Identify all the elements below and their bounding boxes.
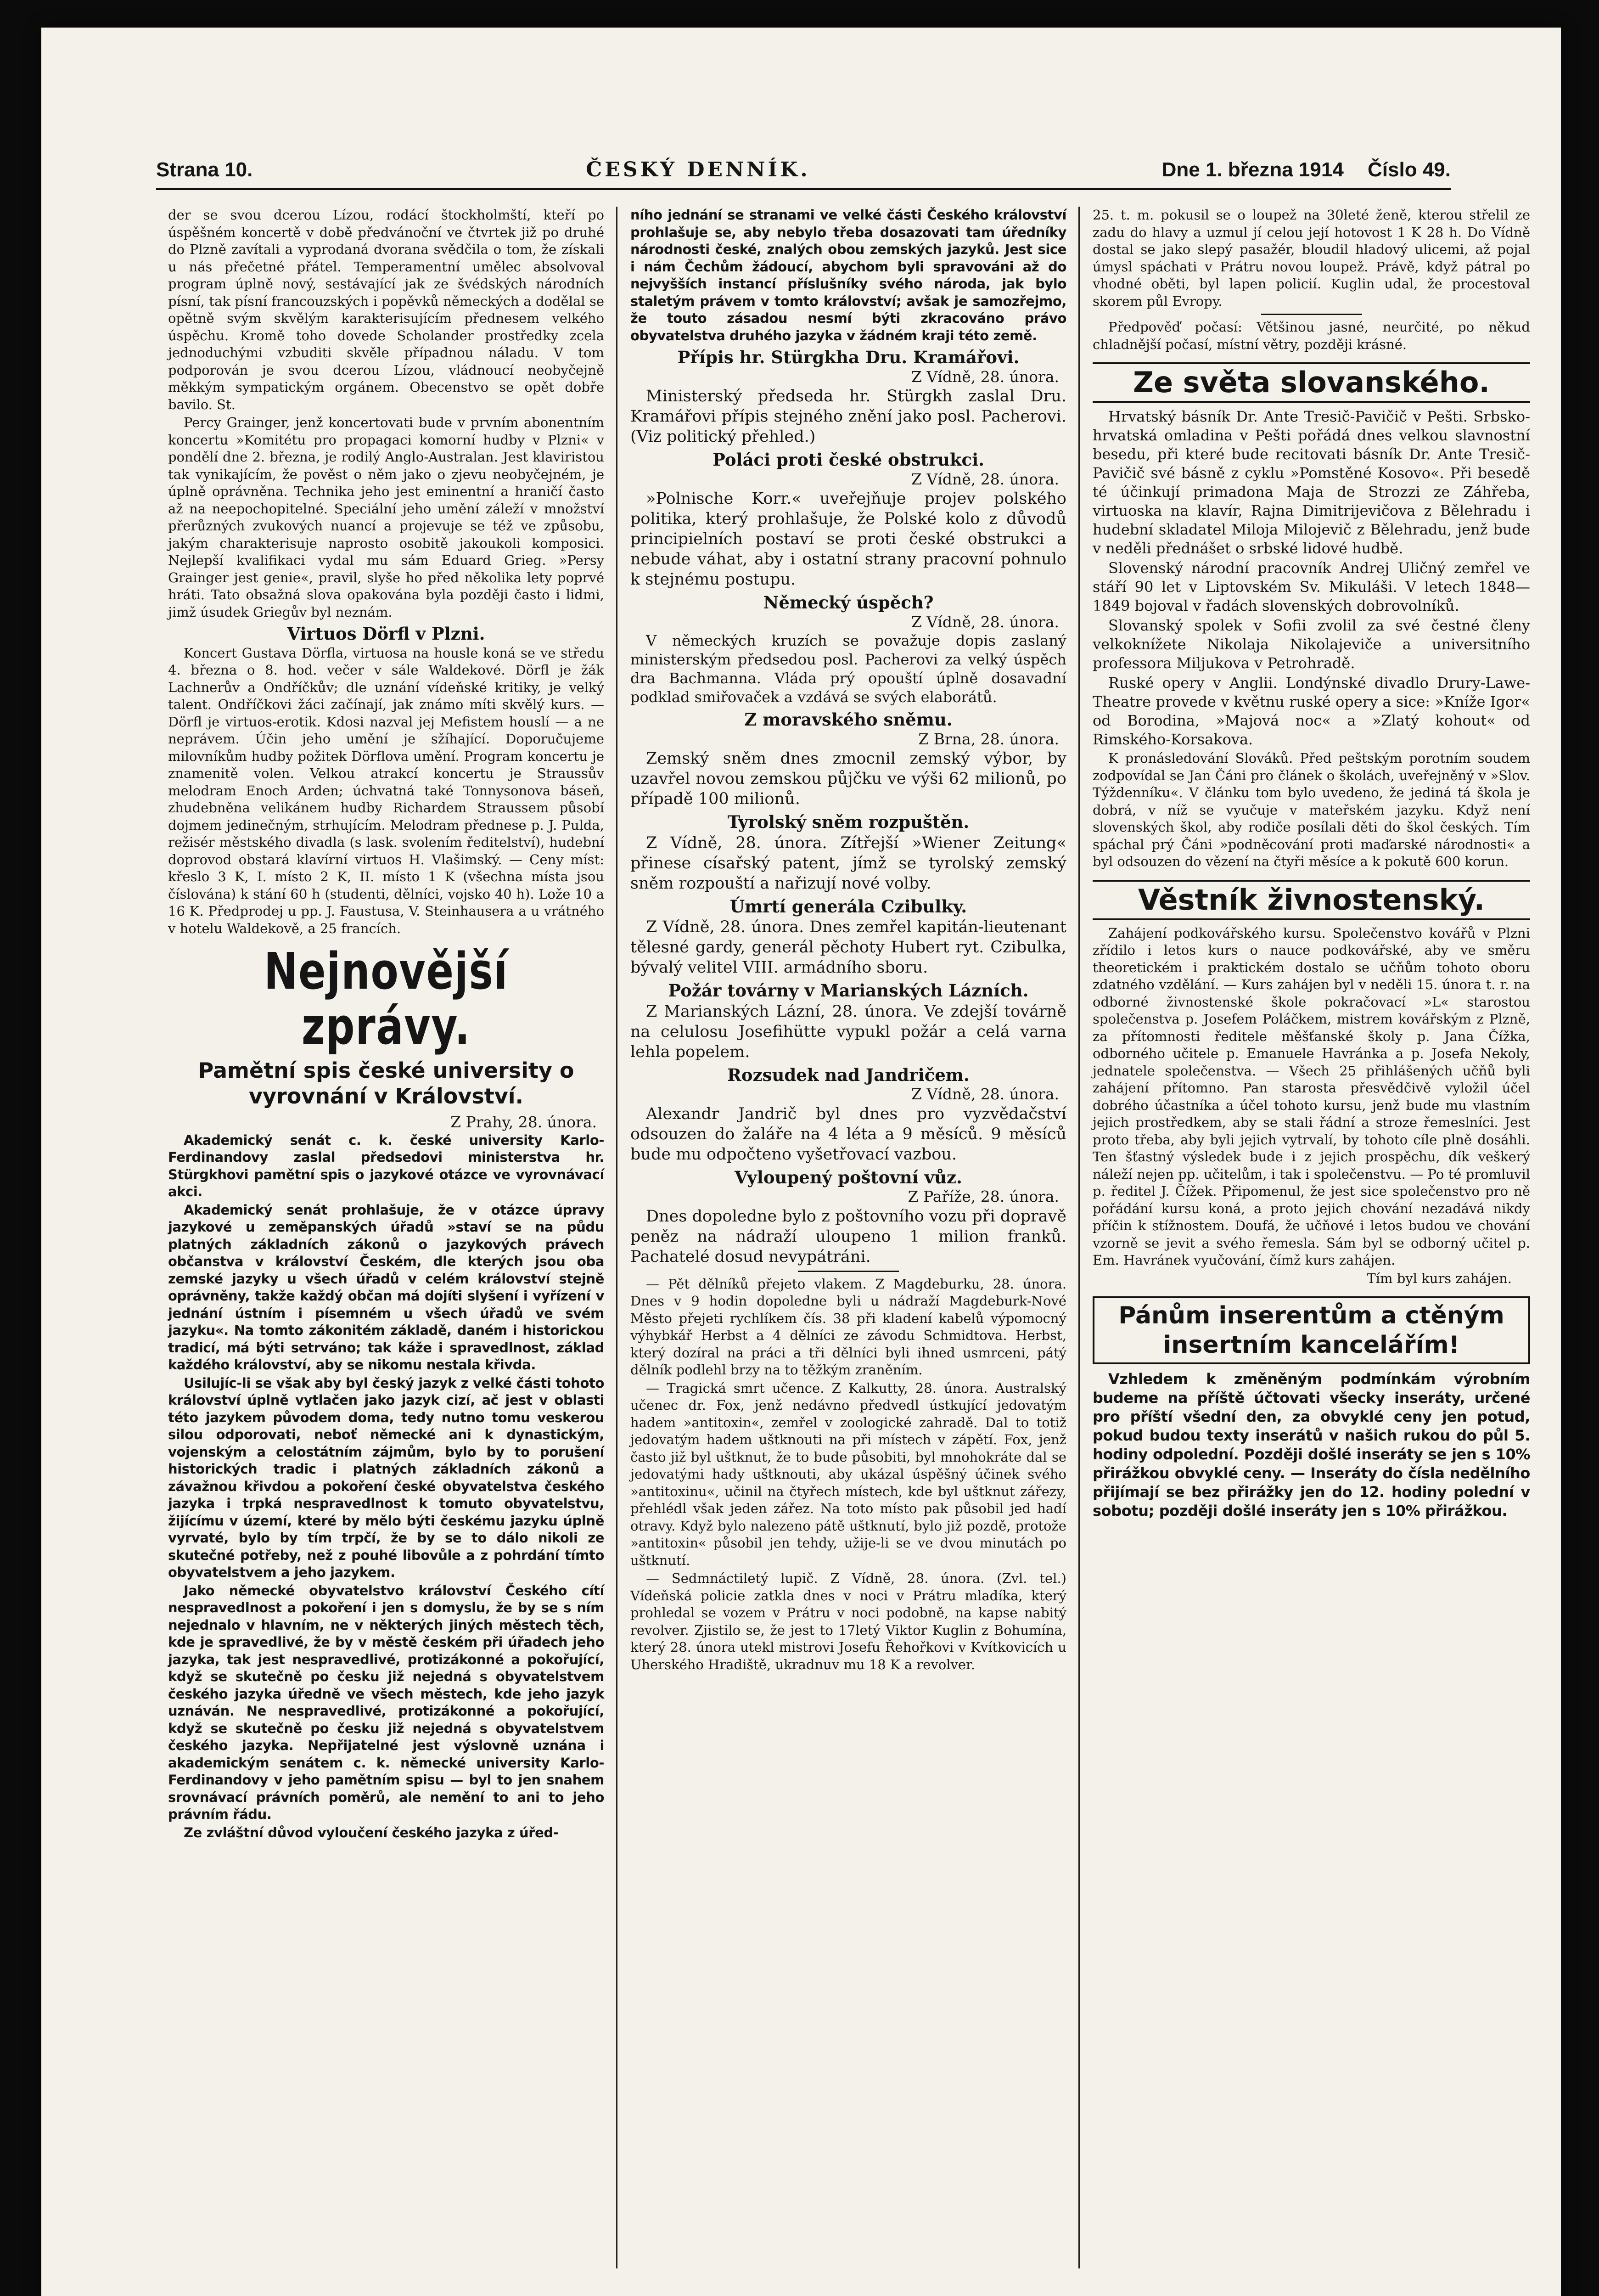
item-text: Z Vídně, 28. února. Dnes zemřel kapitán-lieutenant tělesné gardy, generál pěchoty Hubert ryt. Czibulka, bývalý velitel VIII. armádního sboru. bbox=[630, 918, 1066, 977]
dateline: Z Prahy, 28. února. bbox=[450, 1113, 597, 1131]
slavic-news: Ruské opery v Anglii. Londýnské divadlo Drury-Lawe-Theatre provede v květnu ruské opery a sice: »Kníže Igor« od Borodina, »Majová noc« a »Zlatý kohout« od Rimského-Korsakova. bbox=[1093, 674, 1530, 748]
divider bbox=[798, 1271, 899, 1272]
item-text: V německých kruzích se považuje dopis zaslaný ministerským předsedou posl. Pacherovi za velký úspěch dra Bachmanna. Vláda prý opouští úplně dosavadní podklad smiřovaček a vzdává se svých elaborátů. bbox=[630, 632, 1066, 706]
sub-heading: Pamětní spis české university o vyrovnání v Království. bbox=[198, 1058, 574, 1109]
dateline: Z Paříže, 28. února. bbox=[908, 1187, 1059, 1205]
short-news: — Tragická smrt učence. Z Kalkutty, 28. února. Australský učenec dr. Fox, jenž nedávno předvedl ústkující jedovatým hadem »antitoxin«, zemřel v zoologické zahradě. Dal to totiž jedovatým hadem uštknouti na při místech v zápětí. Fox, jenž často již byl uštknut, že to bude působiti, byl mnohokráte dal se jedovatými hady uštknouti, aby ukázal úspěšný účinek svého »antitoxinu«, učinil na čtyřech místech, kde byl uštknut zářezy, přehlédl však jeden zářez. Na toto místo pak působil jed hadí otravy. Když bylo nalezeno pátě uštknutí, bylo již pozdě, protože »antitoxin« působil jen tehdy, užije-li se ve dvou minutách po uštknutí. bbox=[630, 1380, 1066, 1568]
slavic-news: Hrvatský básník Dr. Ante Tresič-Pavičič v Pešti. Srbsko-hrvatská omladina v Pešti pořádá dnes velkou slavnostní besedu, při které bude recitovati básník Dr. Ante Tresič-Pavičič své básně z cyklu »Pomstěné Kosovo«. Při besedě té účinkují primadona Maja de Strozzi ze Záhřeba, virtuoska na klavír, Rajna Dimitrijevičova z Bělehradu i hudební skladatel Miloja Milojevič z Bělehradu, jenž bude v neděli přednášet o srbské lidové hudbě. bbox=[1093, 408, 1530, 557]
item-text: Dnes dopoledne bylo z poštovního vozu při dopravě peněz na nádraží uloupeno 1 milion franků. Pachatelé dosud nevypátráni. bbox=[630, 1207, 1066, 1266]
news-paragraph: Akademický senát prohlašuje, že v otázce úpravy jazykové u zeměpanských úřadů »staví se na půdu platných základních zákonů o jazykových právech občanstva v království Českém, dle kterých jsou oba zemské jazyky u všech úřadů v celém království stejně oprávněny, takže každý občan má dojíti slyšení i vyřízení v jednání ústním i písemném u všech úřadů ve svém jazyku«. Na tomto zákonitém základě, daném i historickou tradicí, má býti setrváno; tak káže i spravedlnost, základ každého království, aby se nikomu nestala křivda. bbox=[168, 1202, 604, 1373]
news-paragraph: Ze zvláštní důvod vyloučení českého jazyka z úřed- bbox=[184, 1824, 559, 1840]
short-news: — Pět dělníků přejeto vlakem. Z Magdeburku, 28. února. Dnes v 9 hodin dopoledne byli u nádraží Magdeburk-Nové Město přejeti rychlíkem čís. 38 při kladení kabelů výpomocný výhybkář Herbst a 4 dělníci ze závodu Schmidtova. Herbst, který dozíral na práci a tři dělníci byli ihned usmrceni, pátý dělník podlehl brzy na to těžkým zraněním. bbox=[630, 1276, 1066, 1378]
advert-text: Vzhledem k změněným podmínkám výrobním budeme na příště účtovati všecky inseráty, určené pro příští všední den, za obvyklé ceny jen potud, pokud budou texty inserátů v našich rukou do půl 5. hodiny odpolední. Později došlé inseráty se jen s 10% přirážkou obvyklé ceny. — Inseráty do čísla nedělního přijímají se bez přirážky jen do 12. hodiny polední v sobotu; později došlé inseráty jen s 10% přirážkou. bbox=[1093, 1370, 1530, 1519]
item-text: Alexandr Jandrič byl dnes pro vyzvědačství odsouzen do žaláře na 4 léta a 9 měsíců. 9 měsíců bude mu odpočteno vyšetřovací vazbou. bbox=[630, 1104, 1066, 1164]
issue-date: Dne 1. března 1914 bbox=[1161, 158, 1344, 181]
news-paragraph: Akademický senát c. k. české university Karlo-Ferdinandovy zaslal předsedovi ministerstva hr. Stürgkhovi pamětní spis o jazykové otázce ve vyrovnávací akci. bbox=[168, 1132, 604, 1199]
item-heading: Tyrolský sněm rozpuštěn. bbox=[727, 812, 970, 832]
item-text: Z Marianských Lázní, 28. února. Ve zdejší továrně na celulosu Josefihütte vypukl požár a celá varna lehla popelem. bbox=[630, 1002, 1066, 1061]
news-paragraph: Usilujíc-li se však aby byl český jazyk z velké části tohoto království úplně vytlačen jako jazyk cizí, ač jest v oblasti této jazykem původem doma, tedy nutno tomu veskerou silou odporovati, neboť německé ani k dynastickým, vojenským a celostátním zájmům, bylo by to porušení historických tradic i platných základních zákonů a závažnou křivdou a pokoření české obyvatelstva českého jazyka i trpká nespravedlnost k tomuto obyvatelstvu, žijícímu v území, které by mělo býti českému jazyku úplně vyrvaté, bylo by tím trpčí, že by se to dálo nikoli ze skutečné potřeby, než z pouhé libovůle a z pohrdání tímto obyvatelstvem a jeho jazykem. bbox=[168, 1375, 604, 1580]
header-right bbox=[1144, 158, 1451, 181]
column-2 bbox=[618, 207, 1080, 2268]
columns bbox=[156, 207, 1543, 2268]
item-heading: Úmrtí generála Czibulky. bbox=[729, 896, 967, 917]
column-1 bbox=[156, 207, 617, 2268]
newspaper-page bbox=[41, 28, 1561, 2296]
item-heading: Poláci proti české obstrukci. bbox=[713, 450, 984, 470]
item-heading: Německý úspěch? bbox=[763, 592, 934, 613]
dateline: Z Brna, 28. února. bbox=[918, 730, 1059, 748]
divider bbox=[1261, 314, 1362, 315]
column-3 bbox=[1081, 207, 1542, 2268]
slavic-news: Slovenský národní pracovník Andrej Uličný zemřel ve stáří 90 let v Liptovském Sv. Mikuláši. V letech 1848—1849 bojoval v řadách slovenských dobrovolníků. bbox=[1093, 559, 1530, 614]
dateline: Z Vídně, 28. února. bbox=[911, 613, 1059, 631]
item-text: »Polnische Korr.« uveřejňuje projev polského politika, který prohlašuje, že Polské kolo z důvodů principielních postaví se proti české obstrukci a nebude váhat, aby i ostatní strany pracovní pohnulo k stejnému postupu. bbox=[630, 490, 1066, 589]
header-rule bbox=[156, 188, 1451, 190]
item-text: Ministerský předseda hr. Stürgkh zaslal Dru. Kramářovi přípis stejného znění jako posl. Pacherovi. (Viz politický přehled.) bbox=[630, 387, 1066, 446]
newspaper-title: ČESKÝ DENNÍK. bbox=[586, 158, 810, 181]
article-paragraph: Koncert Gustava Dörfla, virtuosa na housle koná se ve středu 4. března o 8. hod. večer v sále Waldekové. Dörfl je žák Lachnerův a Ondříčkův; dle uznání vídeňské kritiky, je velký talent. Ondříčkovi žáci začínají, jak známo míti skvělý kurs. — Dörfl je virtuos-erotik. Kdosi nazval jej Mefistem houslí — a ne neprávem. Účin jeho umění je sžíhající. Doporučujeme milovníkům hudby požitek Dörflova umění. Program koncertu je znamenitě volen. Velkou atrakcí koncertu je Straussův melodram Enoch Arden; úchvatná také Tonnysonova báseň, zhudebněna velikánem hudby Richardem Straussem působí dojmem jedinečným, strhujícím. Melodram přednese p. J. Pulda, režisér městského divadla (s lask. svolením ředitelství), hudební doprovod obstará klavírní virtuos H. Vlašimský. — Ceny míst: křeslo 3 K, I. místo 2 K, II. místo 1 K (všechna místa jsou číslována) k stání 60 h (studenti, dělníci, vojsko 40 h). Lože 10 a 16 K. Předprodej u pp. J. Faustusa, V. Steinhausera a u vrátného v hotelu Waldekově, a 25 francích. bbox=[168, 645, 604, 936]
section-heading-trade: Věstník živnostenský. bbox=[1093, 880, 1530, 920]
dateline: Z Vídně, 28. února. bbox=[911, 367, 1059, 386]
page-number: Strana 10. bbox=[156, 158, 253, 181]
slavic-news: K pronásledování Slováků. Před peštským porotním soudem zodpovídal se Jan Čáni pro článek o školách, uveřejněný v »Slov. Týždenníku«. V článku tom bylo uvedeno, že jediná tá škola je dobrá, v níž se vyučuje v mateřském jazyku. Když není slovenských škol, aby rodiče posílali děti do škol českých. Tím spáchal prý Čáni »podněcování proti maďarské národnosti« a byl odsouzen do vězení na čtyři měsíce a k pokutě 600 korun. bbox=[1093, 750, 1530, 869]
item-heading: Požár továrny v Marianských Lázních. bbox=[668, 980, 1029, 1001]
item-text: Zemský sněm dnes zmocnil zemský výbor, by uzavřel novou zemskou půjčku ve výši 62 milionů, po případě 100 milionů. bbox=[630, 749, 1066, 808]
slavic-news: Slovanský spolek v Sofii zvolil za své čestné členy velkoknížete Nikolaja Nikolajeviče a universitního professora Miljukova v Petrohradě. bbox=[1093, 617, 1530, 672]
section-heading: Virtuos Dörfl v Plzni. bbox=[287, 624, 485, 644]
news-paragraph: ního jednání se stranami ve velké části Českého království prohlašuje se, aby nebylo třeba dosazovati tam úředníky národnosti české, znalých obou zemských jazyků. Jest sice i nám Čechům žádoucí, abychom byli spravováni až do nejvyšších instancí příslušníky svého národa, jak bylo staletým právem v tomto království; avšak je samozřejmo, že touto zásadou nesmí býti zkracováno právo obyvatelstva druhého jazyka v žádném kraji této země. bbox=[630, 207, 1066, 343]
dateline: Z Vídně, 28. února. bbox=[911, 1085, 1059, 1103]
item-heading: Z moravského sněmu. bbox=[744, 709, 953, 730]
dateline: Z Vídně, 28. února. bbox=[911, 470, 1059, 488]
article-paragraph: 25. t. m. pokusil se o loupež na 30leté ženě, kterou střelil ze zadu do hlavy a uzmul jí celou její hotovost 1 K 28 h. Do Vídně dostal se jako slepý pasažér, bloudil hladový ulicemi, až pojal úmysl spáchati v Prátru novou loupež. Právě, když pátral po vhodné oběti, byl lapen policií. Kuglin udal, že procestoval skorem půl Evropy. bbox=[1093, 207, 1530, 309]
issue-number: Číslo 49. bbox=[1368, 158, 1451, 181]
news-paragraph: Jako německé obyvatelstvo království Českého cítí nespravedlnost a pokoření i jen s domyslu, že by se s ním nejednalo v hlavním, ne v některých jiných městech těch, kde je spravedlivé, že by v městě českém při úřadech jeho jazyka, tak jest nespravedlivé, protizákonné a pokořující, když se skutečně po česku již nejedná s obyvatelstvem českého jazyka úředně ve všech městech, kde jeho jazyk uznáván. Ne nespravedlivé, protizákonné a pokořující, když se skutečně po česku již nejedná s obyvatelstvem českého jazyka. Nepřijatelné jest výslovně uznána i akademickým senátem c. k. německé university Karlo-Ferdinandovy v jeho pamětním spisu — byl to jen snahem srovnávací právních poměrů, ale nemění to ani to jeho právním řádu. bbox=[168, 1582, 604, 1822]
trade-news: Zahájení podkovářského kursu. Společenstvo kovářů v Plzni zřídilo i letos kurs o nauce podkovářské, aby ve směru theoretickém i praktickém dostalo se učňům tohoto oboru zdatného vzdělání. — Kurs zahájen byl v neděli 15. února t. r. na odborné živnostenské škole pokračovací »L« starostou společenstva p. Josefem Poláčkem, mistrem kovářským z Plzně, za přítomnosti ředitele měšťanské školy p. Jana Čížka, odborného učitele p. Emanuele Havránka a p. Josefa Nekoly, jednatele společenstva. — Všech 25 přihlášených učňů byli zahájení přítomno. Pan starosta přesvědčivě vyložil účel dobrého účastníka a účel tohoto kursu, jenž bude mu vlastním jejich prostředkem, aby se stali řádní a stroze řemeslníci. Jest proto třeba, aby byli jejich vytrvalí, by tohoto cíle plně dosáhli. Ten šťastný výsledek bude i z jejich prospěchu, dík veškerý náleží nejen pp. učitelům, i tak i společenstvu. — Po té promluvil p. ředitel J. Čížek. Připomenul, že jest sice společenstvo pro ně pořádání kursu koná, a proto jejich chování nezadává nikdy příčin k stížnostem. Doufá, že učňové i letos budou ve chování vzorně se jevit a svého řemesla. Sám byl se odborný učitel p. Em. Havránek vyučování, čímž kurs zahájen. bbox=[1093, 925, 1530, 1268]
page-header bbox=[156, 145, 1451, 181]
article-paragraph: Percy Grainger, jenž koncertovati bude v prvním abonentním koncertu »Komitétu pro propagaci komorní hudby v Plzni« v pondělí dne 2. března, je rodilý Anglo-Australan. Jest klaviristou tak vynikajícím, že pověst o něm jako o zjevu neobyčejném, je úplně oprávněna. Technika jeho jest eminentní a hraničí často až na neepochopitelné. Speciální jeho umění záleží v množství přerůzných zvukových nuancí a projevuje se též ve způsobu, jakým charakterisuje naprosto osobitě jakoukoli komposici. Nejlepší kvalifikaci vydal mu sám Eduard Grieg. »Persy Grainger jest genie«, pravil, slyše ho před několika lety poprvé hráti. Tato obsažná slova opakována byla později často i lidmi, jimž úsudek Griegův byl neznám. bbox=[168, 415, 604, 620]
short-news: — Sedmnáctiletý lupič. Z Vídně, 28. února. (Zvl. tel.) Vídeňská policie zatkla dnes v noci v Prátru mladíka, který prohledal se vozem v Prátru v noci podobně, na kapse nabitý revolver. Zjistilo se, že jest to 17letý Viktor Kuglin z Bohumína, který 28. února utekl mistrovi Josefu Řehořkovi v Kvítkovicích u Uherského Hradiště, ukradnuv mu 18 K a revolver. bbox=[630, 1570, 1066, 1672]
weather-forecast: Předpověď počasí: Většinou jasné, neurčité, po někud chladnější počasí, místní větry, později krásné. bbox=[1093, 319, 1530, 352]
item-heading: Rozsudek nad Jandričem. bbox=[727, 1064, 970, 1085]
item-heading: Vyloupený poštovní vůz. bbox=[735, 1167, 962, 1187]
trade-closing: Tím byl kurs zahájen. bbox=[1367, 1270, 1512, 1286]
section-heading-slavic: Ze světa slovanského. bbox=[1093, 362, 1530, 403]
item-text: Z Vídně, 28. února. Zítřejší »Wiener Zeitung« přinese císařský patent, jímž se tyrolský zemský sněm rozpouští a nařizují nové volby. bbox=[630, 833, 1066, 893]
banner-heading: Nejnovější zprávy. bbox=[264, 942, 509, 1056]
article-paragraph: der se svou dcerou Lízou, rodácí štockholmští, kteří po úspěšném koncertě v době předvánoční ve čtvrtek již po druhé do Plzně zavítali a vyprodaná dvorana svědčila o tom, že získali u nás přečetné přátel. Temperamentní umělec absolvoval program úplně nový, sestávající jak ze švédských národních písní, tak písní francouzských i popěvků německých a dodělal se opětně svým skvělým karakterisujícím přednesem velkého úspěchu. Kromě toho dovede Scholander prostředky zcela jednoduchými vzbuditi skvěle případnou náladu. V tom podporován je svou dcerou Lízou, vládnoucí neobyčejně měkkým sympatickým orgánem. Obecenstvo se opět dobře bavilo. St. bbox=[168, 207, 604, 412]
advert-heading: Pánům inserentům a ctěným insertním kancelářím! bbox=[1093, 1296, 1530, 1364]
item-heading: Přípis hr. Stürgkha Dru. Kramářovi. bbox=[677, 347, 1020, 367]
